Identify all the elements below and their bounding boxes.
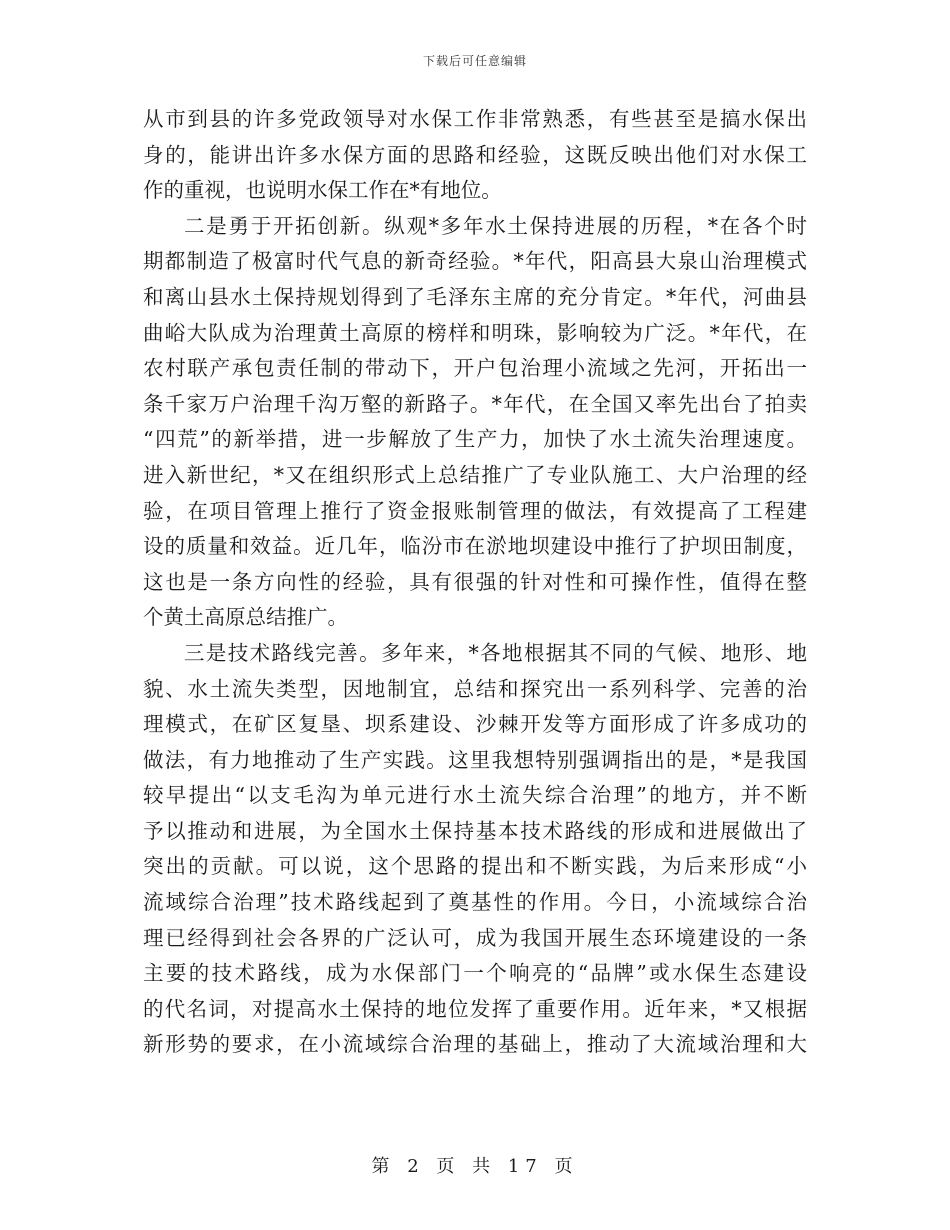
text-line: 身的，能讲出许多水保方面的思路和经验，这既反映出他们对水保工	[143, 142, 807, 167]
text-line: 较早提出“以支毛沟为单元进行水土流失综合治理”的地方，并不断	[143, 783, 807, 808]
text-line: 设的质量和效益。近几年，临汾市在淤地坝建设中推行了护坝田制度，	[143, 534, 807, 559]
text-line: 的代名词，对提高水土保持的地位发挥了重要作用。近年来，*又根据	[143, 996, 807, 1021]
text-line: 条千家万户治理千沟万壑的新路子。*年代，在全国又率先出台了拍卖	[143, 391, 807, 416]
text-line: 理模式，在矿区复垦、坝系建设、沙棘开发等方面形成了许多成功的	[143, 712, 807, 737]
text-line: 二是勇于开拓创新。纵观*多年水土保持进展的历程，*在各个时	[184, 213, 807, 238]
text-line: 和离山县水土保持规划得到了毛泽东主席的充分肯定。*年代，河曲县	[143, 284, 807, 309]
page-header: 下载后可任意编辑	[422, 54, 527, 68]
text-line: 作的重视，也说明水保工作在*有地位。	[143, 178, 502, 203]
text-line: 予以推动和进展，为全国水土保持基本技术路线的形成和进展做出了	[143, 818, 807, 843]
text-line: 验，在项目管理上推行了资金报账制管理的做法，有效提高了工程建	[143, 498, 807, 523]
text-line: 个黄土高原总结推广。	[143, 605, 348, 630]
text-line: 新形势的要求，在小流域综合治理的基础上，推动了大流域治理和大	[143, 1032, 807, 1057]
text-line: 这也是一条方向性的经验，具有很强的针对性和可操作性，值得在整	[143, 569, 807, 594]
text-line: 流域综合治理”技术路线起到了奠基性的作用。今日，小流域综合治	[143, 890, 807, 915]
text-line: 做法，有力地推动了生产实践。这里我想特别强调指出的是，*是我国	[143, 747, 807, 772]
text-line: 曲峪大队成为治理黄土高原的榜样和明珠，影响较为广泛。*年代，在	[143, 320, 807, 345]
text-line: 从市到县的许多党政领导对水保工作非常熟悉，有些甚至是搞水保出	[143, 107, 807, 131]
text-line: 进入新世纪，*又在组织形式上总结推广了专业队施工、大户治理的经	[143, 462, 807, 487]
text-line: 突出的贡献。可以说，这个思路的提出和不断实践，为后来形成“小	[143, 854, 807, 879]
text-line: 主要的技术路线，成为水保部门一个响亮的“品牌”或水保生态建设	[143, 961, 807, 986]
page-number: 第 2 页 共 17 页	[371, 1156, 579, 1177]
text-line: “四荒”的新举措，进一步解放了生产力，加快了水土流失治理速度。	[143, 427, 807, 452]
text-line: 三是技术路线完善。多年来，*各地根据其不同的气候、地形、地	[184, 640, 807, 665]
document-body	[143, 102, 807, 1063]
text-line: 理已经得到社会各界的广泛认可，成为我国开展生态环境建设的一条	[143, 925, 807, 950]
text-line: 农村联产承包责任制的带动下，开户包治理小流域之先河，开拓出一	[143, 356, 807, 381]
text-line: 期都制造了极富时代气息的新奇经验。*年代，阳高县大泉山治理模式	[143, 249, 807, 274]
text-line: 貌、水土流失类型，因地制宜，总结和探究出一系列科学、完善的治	[143, 676, 807, 701]
